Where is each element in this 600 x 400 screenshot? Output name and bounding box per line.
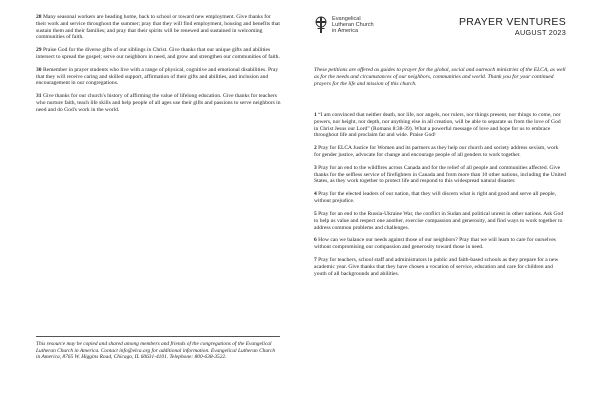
petition-item	[36, 93, 282, 113]
petition-number: 30	[36, 66, 42, 73]
petition-item	[36, 67, 282, 87]
footnote-divider	[36, 336, 280, 337]
petition-text: Praise God for the diverse gifts of our siblings in Christ. Give thanks that our unique gifts and abilities intersect to spread the gospel; serve our neighbors in need, and grow and strengthen our communities of faith.	[36, 47, 280, 60]
petition-text: Pray for ELCA Justice for Women and its partners as they help our church and society address sexism, work for gender justice, advocate for change and encourage people of all genders to work together.	[314, 145, 559, 158]
petition-number: 7	[314, 257, 317, 264]
petition-number: 28	[36, 14, 42, 20]
petition-item	[314, 237, 566, 251]
petition-item	[314, 112, 566, 139]
page-title: PRAYER VENTURES	[459, 16, 566, 28]
right-petition-list	[314, 112, 566, 284]
petition-text: Pray for an end to the Russia-Ukraine War, the conflict in Sudan and political unrest in other nations. Ask God to help us value and respect one another, exercise compassion and generosity, and find ways to work together to address common problems and challenges.	[314, 211, 564, 231]
petition-number: 3	[314, 164, 317, 171]
petition-number: 1	[314, 112, 317, 118]
left-petition-list	[36, 14, 282, 120]
logo-line: in America	[332, 28, 359, 35]
petition-text: How can we balance our needs against those of our neighbors? Pray that we will learn to care for ourselves without compromising our compassion and generosity toward those in need.	[314, 237, 556, 251]
logo-line: Evangelical	[332, 16, 361, 22]
petition-number: 2	[314, 145, 317, 152]
page-header	[314, 16, 566, 46]
petition-item	[314, 257, 566, 277]
petition-text: Pray for the elected leaders of our nation, that they will discern what is right and good and serve all people, without prejudice.	[314, 191, 556, 205]
petition-item	[314, 191, 566, 205]
petition-item	[314, 211, 566, 231]
petition-text: Pray for teachers, school staff and administrators in public and faith-based schools as they prepare for a new academic year. Give thanks that they have chosen a vocation of service, education and care for children and youth of all backgrounds and abilities.	[314, 257, 559, 277]
logo-line: Lutheran Church	[332, 22, 374, 29]
petition-text: Many seasonal workers are heading home, back to school or toward new employment. Give thanks for their work and service throughout the summer; pray that they will find employment, housing and benefits that sustain them and their families; and pray that their spirits will be renewed and sustained in welcoming communities of faith.	[36, 14, 280, 41]
petition-text: “I am convinced that neither death, nor life, nor angels, nor rulers, nor things present, nor things to come, nor powers, nor height, nor depth, nor anything else in all creation, will be able to separate us from the love of God in Christ Jesus our Lord” (Romans 8:38-39). What a powerful message of love and hope for us to embrace throughout life and proclaim far and wide. Praise God!	[314, 112, 561, 139]
petition-number: 31	[36, 93, 42, 100]
petition-number: 5	[314, 211, 317, 217]
title-block	[459, 16, 566, 37]
copyright-footnote: This resource may be copied and shared among members and friends of the congregations of the Evangelical Lutheran Church in America. Contact info@elca.org for additional information. Evangelical Lutheran Church in America, 8765 W. Higgins Road, Chicago, IL 60631-4101. Telephone: 800-638-3522.	[36, 341, 276, 361]
petition-item	[314, 145, 566, 159]
page-date: AUGUST 2023	[514, 28, 566, 37]
petition-number: 4	[314, 191, 317, 198]
petition-number: 29	[36, 47, 42, 54]
intro-paragraph: These petitions are offered as guides to prayer for the global, social and outreach ministries of the ELCA, as well as for the needs and circumstances of our neighbors, communities and world. Thank you for your continued prayers for the life and mission of this church.	[314, 67, 566, 87]
petition-text: Pray for an end to the wildfires across Canada and for the relief of all people and communities affected. Give thanks for the selfless service of firefighters in Canada and from more than 10 other nations, including the United States, as they work together to protect life and respond to this widespread natural disaster.	[314, 164, 566, 185]
petition-item	[314, 165, 566, 185]
logo-wordmark	[332, 16, 374, 35]
petition-text: Remember in prayer students who live with a range of physical, cognitive and emotional disabilities. Pray that they will receive caring and skilled support, affirmation of their gifts and abilities, and inclusion and encouragement in our congregations.	[36, 66, 279, 87]
petition-item	[36, 47, 282, 61]
elca-logo	[314, 16, 374, 35]
petition-number: 6	[314, 237, 317, 244]
petition-item	[36, 14, 282, 41]
petition-text: Give thanks for our church's history of affirming the value of lifelong education. Give thanks for teachers who nurture faith, teach life skills and help people of all ages use their gifts and passions to serve neighbors in need and do God's work in the world.	[36, 93, 281, 113]
elca-cross-icon	[314, 16, 328, 34]
